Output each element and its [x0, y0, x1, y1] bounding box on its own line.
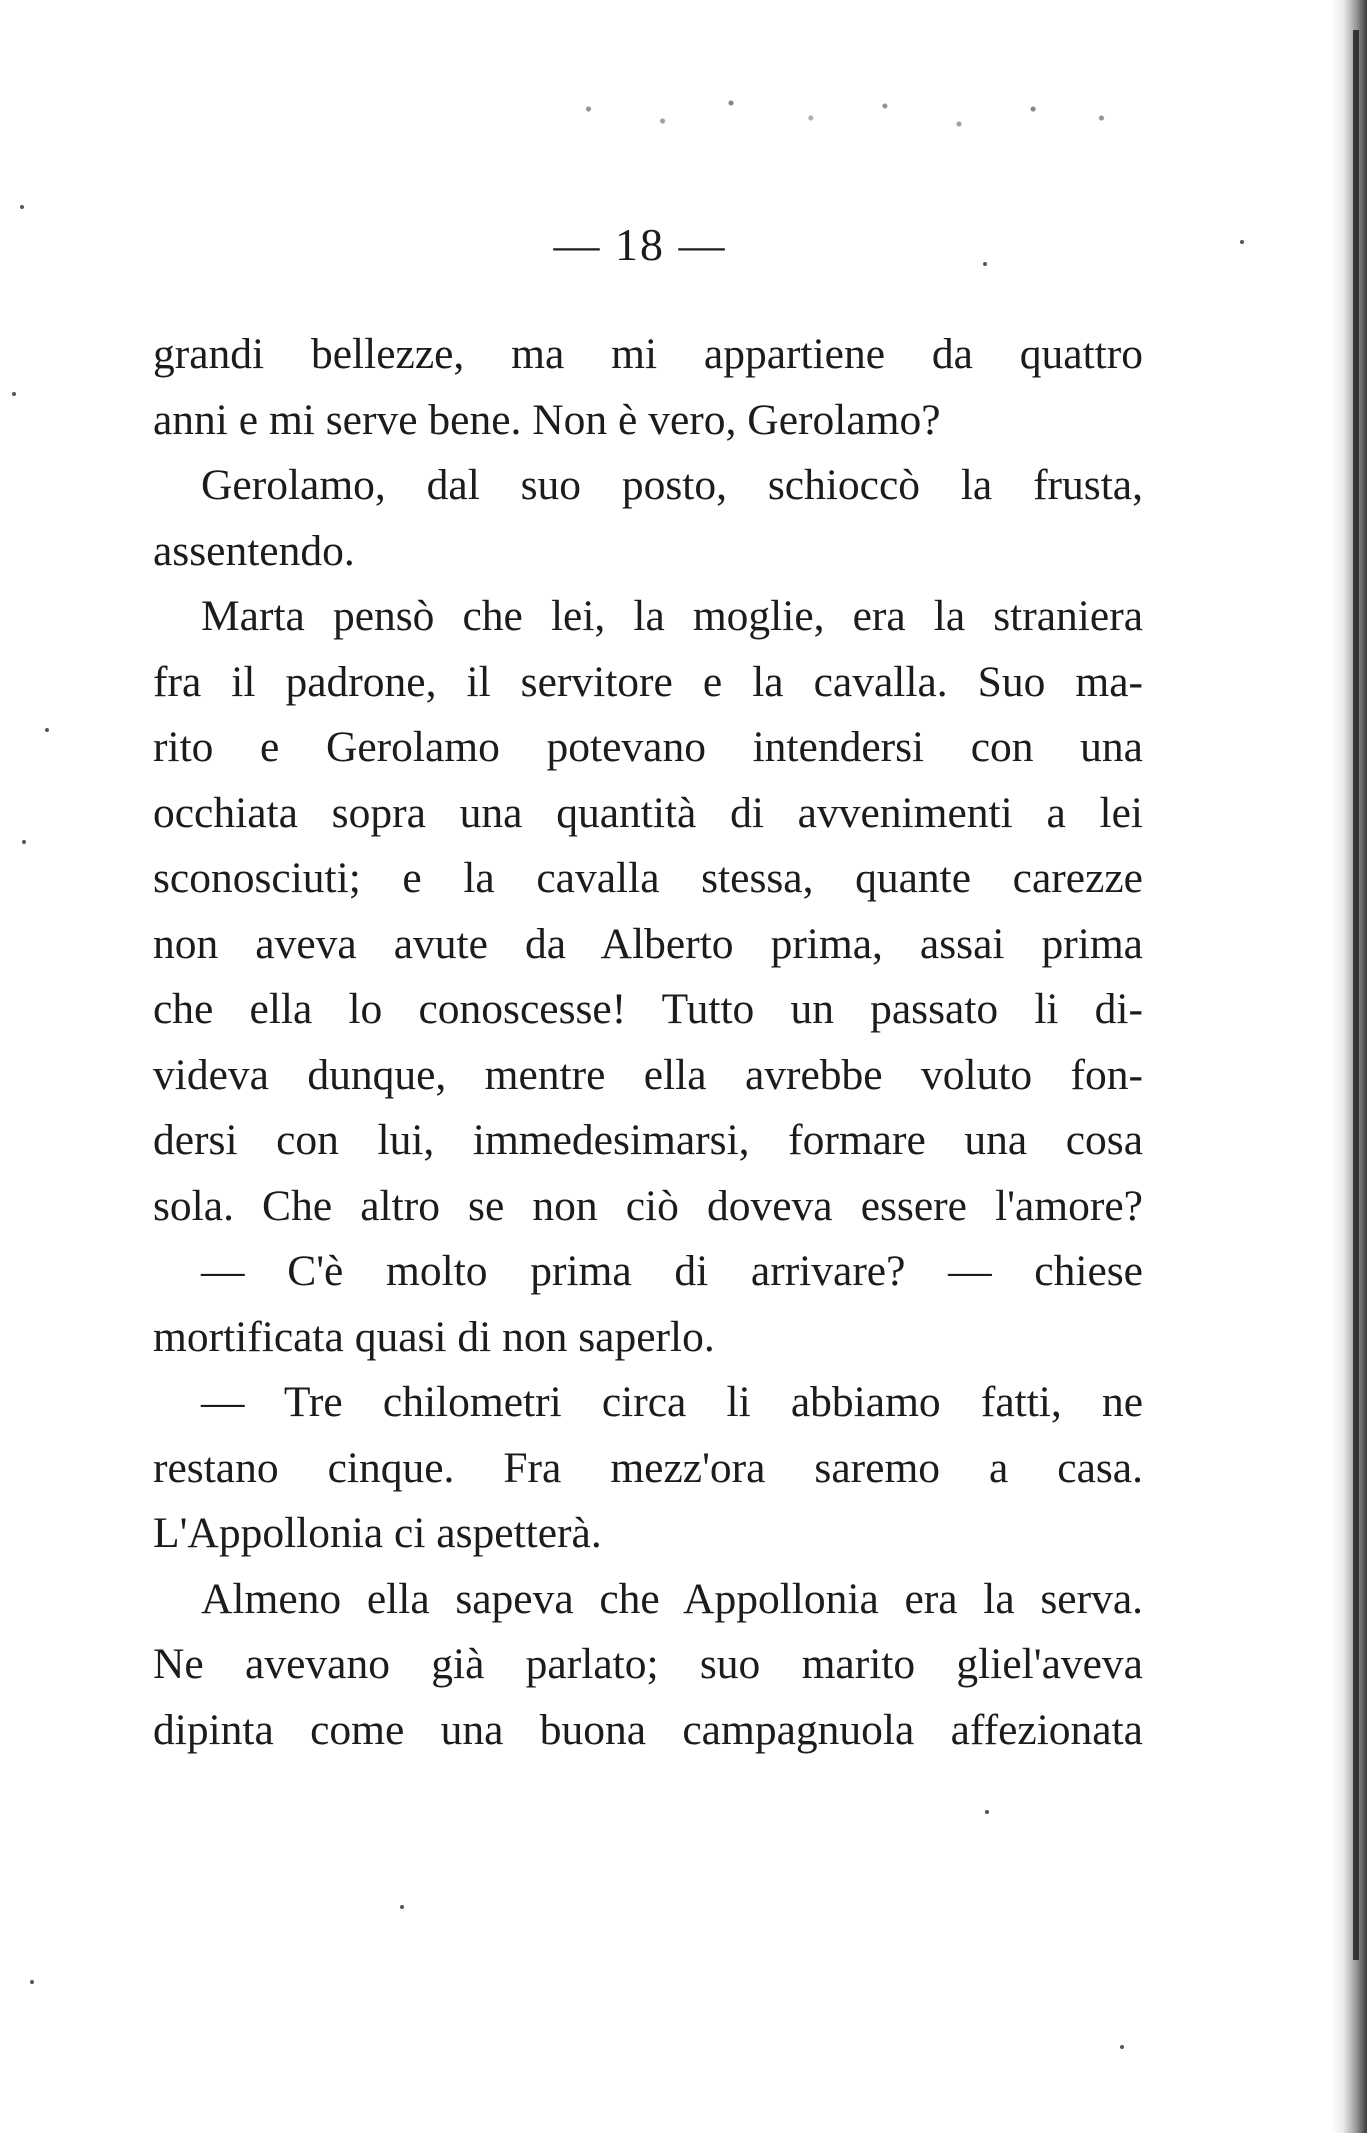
body-text — [153, 322, 1143, 1763]
text-line: fra il padrone, il servitore e la cavalla. Suo ma- — [153, 657, 1143, 706]
text-line: non aveva avute da Alberto prima, assai prima — [153, 919, 1143, 968]
text-line: anni e mi serve bene. Non è vero, Gerolamo? — [153, 395, 941, 444]
text-line: grandi bellezze, ma mi appartiene da quattro — [153, 330, 1143, 378]
text-line: Ne avevano già parlato; suo marito gliel'aveva — [153, 1640, 1143, 1688]
text-line: che ella lo conoscesse! Tutto un passato li di- — [153, 985, 1143, 1033]
scan-speck — [985, 1810, 989, 1814]
scan-speck — [1120, 2045, 1124, 2049]
text-line: mortificata quasi di non saperlo. — [153, 1312, 715, 1361]
text-line: videva dunque, mentre ella avrebbe voluto fon- — [153, 1050, 1143, 1099]
print-noise — [560, 85, 1130, 145]
text-line: — Tre chilometri circa li abbiamo fatti, ne — [201, 1378, 1143, 1426]
text-line: Gerolamo, dal suo posto, schioccò la frusta, — [201, 461, 1143, 509]
text-line: L'Appollonia ci aspetterà. — [153, 1509, 602, 1557]
text-line: sola. Che altro se non ciò doveva essere l'amore? — [153, 1181, 1143, 1230]
text-line: — C'è molto prima di arrivare? — chiese — [201, 1247, 1143, 1295]
scan-speck — [1240, 240, 1244, 244]
scan-speck — [983, 262, 987, 266]
scan-speck — [12, 392, 16, 396]
scan-speck — [45, 728, 49, 732]
text-line: dipinta come una buona campagnuola affezionata — [153, 1705, 1143, 1754]
text-line: rito e Gerolamo potevano intendersi con una — [153, 723, 1143, 771]
text-line: sconosciuti; e la cavalla stessa, quante carezze — [153, 854, 1143, 902]
page-gutter-edge — [1331, 0, 1367, 2133]
text-line: Marta pensò che lei, la moglie, era la straniera — [201, 592, 1143, 640]
scan-speck — [22, 840, 26, 844]
scan-speck — [30, 1980, 34, 1984]
page-number: — 18 — — [553, 219, 727, 270]
text-line: Almeno ella sapeva che Appollonia era la serva. — [201, 1574, 1143, 1623]
page-gutter-line — [1353, 30, 1359, 1960]
text-line: assentendo. — [153, 526, 355, 575]
scan-speck — [20, 205, 24, 209]
text-line: restano cinque. Fra mezz'ora saremo a casa. — [153, 1443, 1143, 1492]
text-line: dersi con lui, immedesimarsi, formare una cosa — [153, 1116, 1143, 1164]
text-line: occhiata sopra una quantità di avvenimenti a lei — [153, 788, 1143, 837]
scan-speck — [400, 1905, 404, 1909]
